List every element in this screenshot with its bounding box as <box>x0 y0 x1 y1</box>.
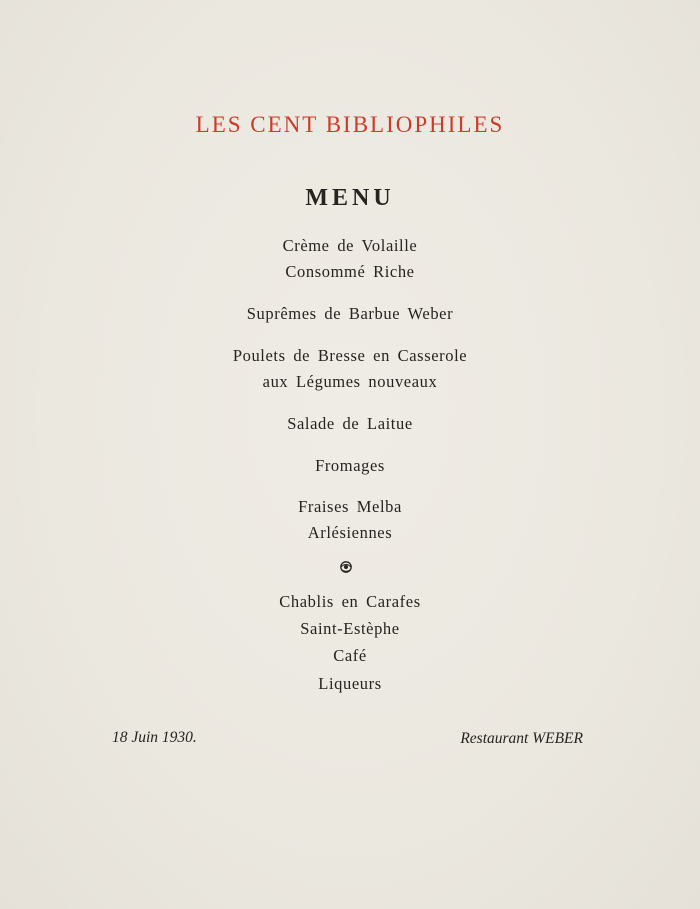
menu-item: Arlésiennes <box>307 523 393 542</box>
menu-item: Poulets de Bresse en Casserole <box>232 346 468 365</box>
menu-item: Fromages <box>315 456 385 475</box>
menu-item: Salade de Laitue <box>287 414 413 433</box>
organization-title: LES CENT BIBLIOPHILES <box>195 112 505 137</box>
menu-heading: MENU <box>305 185 395 211</box>
drink-item: Saint-Estèphe <box>300 619 400 638</box>
menu-item: Consommé Riche <box>285 262 415 281</box>
restaurant-name: Restaurant WEBER <box>460 730 583 747</box>
menu-item: aux Légumes nouveaux <box>262 372 438 391</box>
drink-item: Café <box>333 646 367 665</box>
drink-item: Liqueurs <box>318 674 382 693</box>
menu-item: Crème de Volaille <box>282 236 418 255</box>
floral-ornament-icon <box>338 559 354 575</box>
drink-item: Chablis en Carafes <box>279 592 421 611</box>
menu-item: Suprêmes de Barbue Weber <box>246 304 454 323</box>
event-date: 18 Juin 1930. <box>112 729 197 746</box>
menu-item: Fraises Melba <box>298 497 402 516</box>
